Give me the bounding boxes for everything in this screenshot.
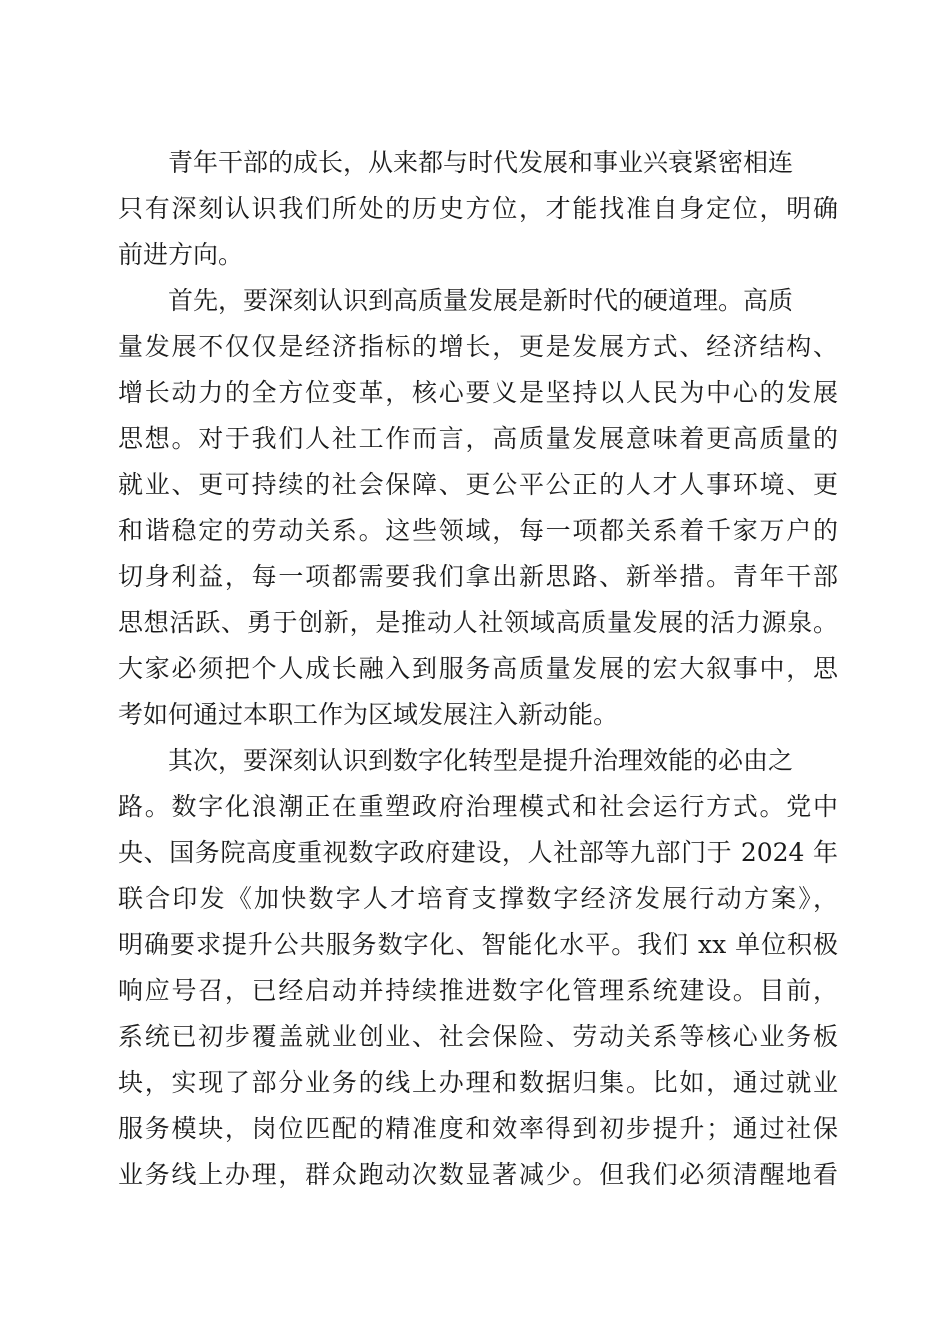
paragraph-2-line-10: 考如何通过本职工作为区域发展注入新动能。: [118, 700, 619, 729]
paragraph-2-line-3: 增长动力的全方位变革，核心要义是坚持以人民为中心的发展: [118, 378, 838, 407]
paragraph-3-line-4: 联合印发《加快数字人才培育支撑数字经济发展行动方案》，: [118, 884, 838, 913]
paragraph-3-line-3: 央、国务院高度重视数字政府建设，人社部等九部门于 2024 年: [118, 838, 838, 867]
paragraph-3-line-8: 块，实现了部分业务的线上办理和数据归集。比如，通过就业: [118, 1068, 838, 1097]
paragraph-3-line-6: 响应号召，已经启动并持续推进数字化管理系统建设。目前，: [118, 976, 838, 1005]
paragraph-2-line-8: 思想活跃、勇于创新，是推动人社领域高质量发展的活力源泉。: [118, 608, 838, 637]
paragraph-2-line-5: 就业、更可持续的社会保障、更公平公正的人才人事环境、更: [118, 470, 838, 499]
paragraph-2-line-1: 首先，要深刻认识到高质量发展是新时代的硬道理。高质: [168, 286, 794, 315]
paragraph-3-line-5: 明确要求提升公共服务数字化、智能化水平。我们 xx 单位积极: [118, 930, 838, 959]
paragraph-1-line-2: 只有深刻认识我们所处的历史方位，才能找准自身定位，明确: [118, 194, 838, 223]
paragraph-1-line-1: 青年干部的成长，从来都与时代发展和事业兴衰紧密相连: [168, 148, 794, 177]
paragraph-3-line-10: 业务线上办理，群众跑动次数显著减少。但我们必须清醒地看: [118, 1160, 838, 1189]
paragraph-3-line-7: 系统已初步覆盖就业创业、社会保险、劳动关系等核心业务板: [118, 1022, 838, 1051]
paragraph-2-line-7: 切身利益，每一项都需要我们拿出新思路、新举措。青年干部: [118, 562, 838, 591]
paragraph-2-line-6: 和谐稳定的劳动关系。这些领域，每一项都关系着千家万户的: [118, 516, 838, 545]
paragraph-3-line-9: 服务模块，岗位匹配的精准度和效率得到初步提升；通过社保: [118, 1114, 838, 1143]
paragraph-1-line-3: 前进方向。: [118, 240, 244, 269]
paragraph-3-line-2: 路。数字化浪潮正在重塑政府治理模式和社会运行方式。党中: [118, 792, 838, 821]
document-body: [118, 140, 838, 1198]
paragraph-3-line-1: 其次，要深刻认识到数字化转型是提升治理效能的必由之: [168, 746, 794, 775]
paragraph-2-line-2: 量发展不仅仅是经济指标的增长，更是发展方式、经济结构、: [118, 332, 838, 361]
paragraph-2-line-4: 思想。对于我们人社工作而言，高质量发展意味着更高质量的: [118, 424, 838, 453]
paragraph-2-line-9: 大家必须把个人成长融入到服务高质量发展的宏大叙事中，思: [118, 654, 838, 683]
